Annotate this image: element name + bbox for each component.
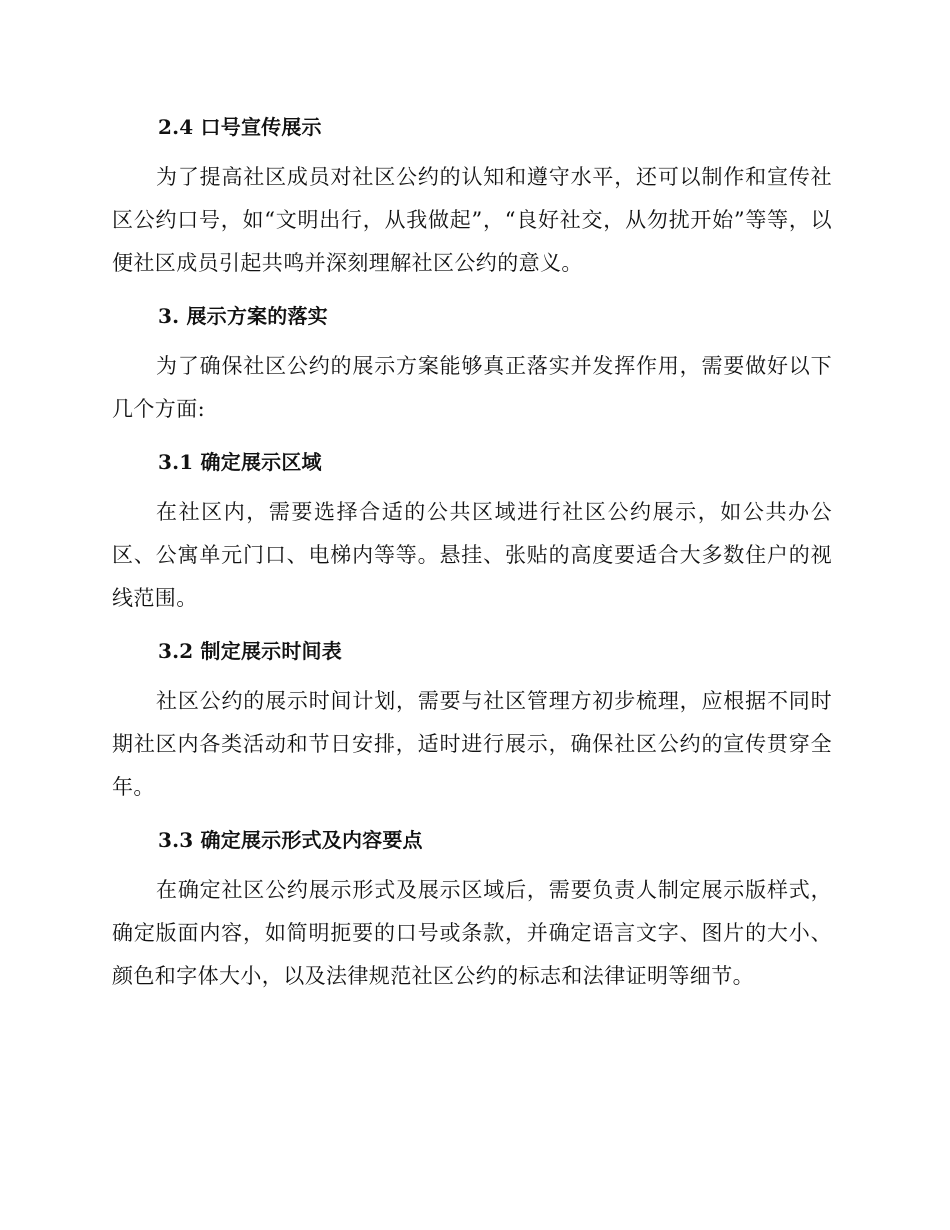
section-heading-3: 3. 展示方案的落实 [158, 304, 328, 328]
document-body [112, 106, 832, 998]
section-heading-3-3: 3.3 确定展示形式及内容要点 [158, 828, 423, 852]
section-paragraph-2-4: 为了提高社区成员对社区公约的认知和遵守水平，还可以制作和宣传社区公约口号，如“文明出行，从我做起”，“良好社交，从勿扰开始”等等，以便社区成员引起共鸣并深刻理解社区公约的意义。 [112, 165, 832, 275]
section-paragraph-3: 为了确保社区公约的展示方案能够真正落实并发挥作用，需要做好以下几个方面: [112, 354, 832, 421]
section-paragraph-3-3: 在确定社区公约展示形式及展示区域后，需要负责人制定展示版样式，确定版面内容，如简明扼要的口号或条款，并确定语言文字、图片的大小、颜色和字体大小，以及法律规范社区公约的标志和法律证明等细节。 [112, 878, 832, 988]
section-heading-3-1: 3.1 确定展示区域 [158, 450, 322, 474]
section-paragraph-3-2: 社区公约的展示时间计划，需要与社区管理方初步梳理，应根据不同时期社区内各类活动和节日安排，适时进行展示，确保社区公约的宣传贯穿全年。 [112, 689, 832, 799]
section-paragraph-3-1: 在社区内，需要选择合适的公共区域进行社区公约展示，如公共办公区、公寓单元门口、电梯内等等。悬挂、张贴的高度要适合大多数住户的视线范围。 [112, 500, 832, 610]
section-heading-3-2: 3.2 制定展示时间表 [158, 639, 342, 663]
section-heading-2-4: 2.4 口号宣传展示 [158, 115, 322, 139]
